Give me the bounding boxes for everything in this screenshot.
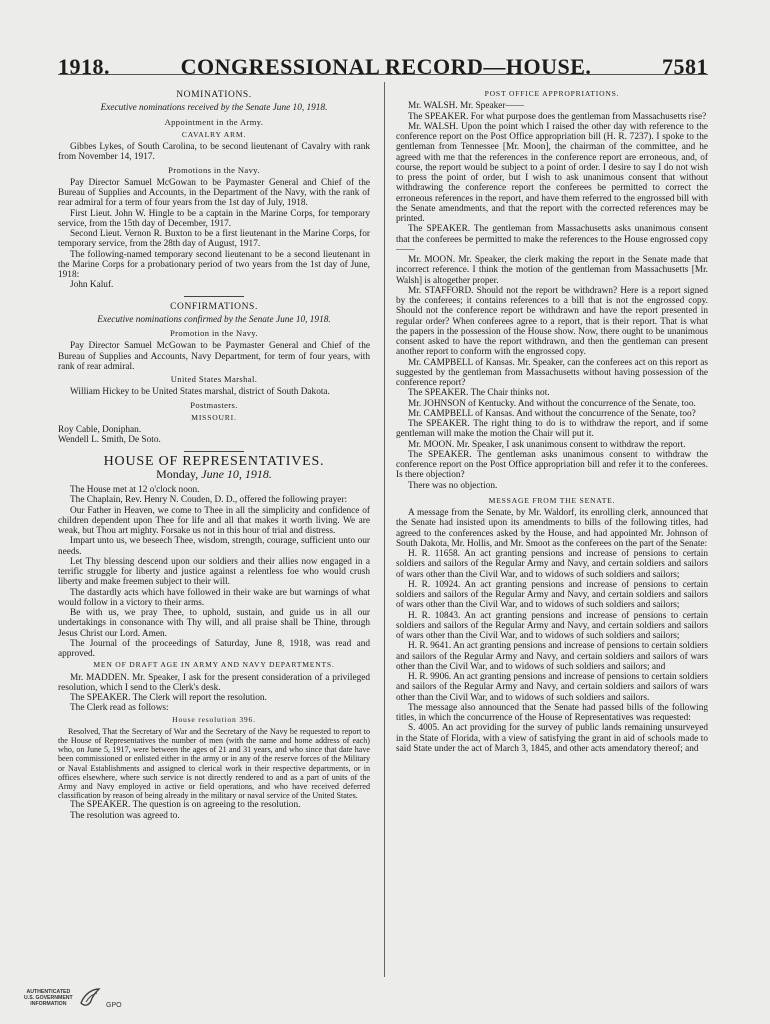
header-page-number: 7581	[662, 54, 708, 79]
section-rule	[184, 296, 244, 297]
debate-paragraph: The SPEAKER. The gentleman asks unanimous consent to withdraw the conference report on the Post Office appropriation bill and refer it to the conferees. Is there objection?	[396, 449, 708, 481]
postmasters-heading: Postmasters.	[190, 399, 238, 410]
paragraph-chaplain: The Chaplain, Rev. Henry N. Couden, D. D., offered the following prayer:	[70, 495, 348, 506]
prayer-paragraph: Be with us, we pray Thee, to uphold, sustain, and guide us in all our undertakings in consonance with Thy will, and all praise shall be Thine, through Jesus Christ our Lord. Amen.	[58, 608, 370, 639]
bill-paragraph: H. R. 9641. An act granting pensions and increase of pensions to certain soldiers and sailors of the Regular Army and Navy, and certain soldiers and sailors of wars other than the Civil War, and to widows of such soldiers and sailors; and	[396, 641, 708, 672]
post-office-heading: POST OFFICE APPROPRIATIONS.	[484, 89, 620, 98]
appointment-army-heading: Appointment in the Army.	[164, 116, 264, 127]
debate-paragraph: Mr. MOON. Mr. Speaker, the clerk making the report in the Senate made that incorrect reference. I think the motion of the gentleman from Massachusetts [Mr. Walsh] is altogether proper.	[396, 255, 708, 286]
paragraph-clerk: The Clerk read as follows:	[70, 703, 169, 714]
paragraph-kaluf: John Kaluf.	[70, 280, 114, 291]
nominations-subheading: Executive nominations received by the Senate June 10, 1918.	[100, 103, 328, 114]
column-divider	[384, 82, 385, 977]
eagle-icon	[77, 985, 103, 1011]
promotion-navy-heading: Promotion in the Navy.	[169, 328, 259, 338]
header-title: CONGRESSIONAL RECORD—HOUSE.	[180, 54, 592, 79]
paragraph-met: The House met at 12 o'clock noon.	[70, 485, 200, 495]
paragraph-speaker-question: The SPEAKER. The question is on agreeing to the resolution.	[70, 800, 301, 811]
debate-paragraph: Mr. MOON. Mr. Speaker, I ask unanimous consent to withdraw the report.	[408, 439, 686, 450]
nominations-heading: NOMINATIONS.	[176, 90, 252, 100]
debate-paragraph: Mr. WALSH. Upon the point which I raised the other day with reference to the conference report on the Post Office appropriation bill (H. R. 7237). I spoke to the gentleman from Tennessee [Mr. Moon], the chairman of the committee, and he agreed with me that the references in the conference report are erroneous, and, of course, the report would be subject to a point of order. I desire to say I do not wish to press the point of order, but I wish to ask unanimous consent that without withdrawing the conference report the conferees be permitted to correct the erroneous references in the report, and have them referred to the engrossed bill with the Senate amendments, and that the report with the corrected references may be printed.	[396, 121, 708, 224]
paragraph-buxton: Second Lieut. Vernon R. Buxton to be a first lieutenant in the Marine Corps, for temporary service, from the 28th day of August, 1917.	[58, 229, 370, 250]
bill-paragraph: H. R. 11658. An act granting pensions and increase of pensions to certain soldiers and sailors of the Regular Army and Navy, and certain soldiers and sailors of wars other than the Civil War, and to widows of such soldiers and sailors;	[396, 549, 708, 580]
left-column	[58, 88, 370, 821]
debate-paragraph: Mr. WALSH. Mr. Speaker——	[408, 101, 525, 112]
header-rule	[58, 74, 708, 75]
section-rule	[184, 451, 244, 452]
right-column	[396, 88, 708, 754]
paragraph-journal: The Journal of the proceedings of Saturday, June 8, 1918, was read and approved.	[58, 638, 370, 659]
cavalry-arm-heading: CAVALRY ARM.	[181, 129, 247, 139]
prayer-paragraph: Our Father in Heaven, we come to Thee in all the simplicity and confidence of children dependent upon Thee for life and all that makes it worth living. We are weak, but Thou art mighty. Forsake us not in this hour of trial and distress.	[58, 505, 370, 536]
seal-line: INFORMATION	[30, 1001, 67, 1007]
paragraph-mcgowan-confirmed: Pay Director Samuel McGowan to be Paymaster General and Chief of the Bureau of Supplies and Accounts, Navy Department, for term of four years, with rank of rear admiral.	[58, 341, 370, 372]
bill-paragraph: H. R. 10843. An act granting pensions and increase of pensions to certain soldiers and sailors of the Regular Army and Navy, and certain soldiers and sailors of wars other than the Civil War, and to widows of such soldiers and sailors;	[396, 610, 708, 641]
debate-paragraph: Mr. JOHNSON of Kentucky. And without the concurrence of the Senate, too.	[408, 398, 696, 409]
debate-paragraph: The SPEAKER. For what purpose does the gentleman from Massachusetts rise?	[408, 111, 707, 122]
bill-paragraph: H. R. 9906. An act granting pensions and increase of pensions to certain soldiers and sailors of the Regular Army and Navy, and certain soldiers and sailors of wars other than the Civil War, and to widows of such soldiers and sailors.	[396, 672, 708, 703]
gpo-authentication-seal	[24, 982, 134, 1014]
draft-age-heading: MEN OF DRAFT AGE IN ARMY AND NAVY DEPARTMENTS.	[93, 660, 335, 670]
bill-paragraph: S. 4005. An act providing for the survey of public lands remaining unsurveyed in the State of Florida, with a view of satisfying the grant in aid of schools made to said State under the act of March 3, 1845, and other acts amendatory thereof; and	[396, 723, 708, 754]
senate-paragraph: The message also announced that the Senate had passed bills of the following titles, in which the concurrence of the House of Representatives was requested:	[396, 702, 708, 723]
debate-paragraph: Mr. STAFFORD. Should not the report be withdrawn? Here is a report signed by the conferees; it contains references to a bill that is not the engrossed copy. Should not the conference report be withdrawn and have the report presented in regular order? When conferees agree to a report, that is their report. That is what the papers in the possession of the House show. Now, there ought to be unanimous consent asked to have the report withdrawn, and then the gentleman can present another report to conform with the engrossed copy.	[396, 285, 708, 358]
missouri-heading: MISSOURI.	[191, 412, 237, 422]
confirmations-heading: CONFIRMATIONS.	[170, 301, 258, 312]
seal-text	[24, 989, 73, 1007]
paragraph-agreed: The resolution was agreed to.	[70, 810, 180, 821]
paragraph-smith: Wendell L. Smith, De Soto.	[58, 435, 161, 446]
paragraph-madden: Mr. MADDEN. Mr. Speaker, I ask for the present consideration of a privileged resolution, which I send to the Clerk's desk.	[58, 672, 370, 693]
debate-paragraph: The SPEAKER. The right thing to do is to withdraw the report, and if some gentleman will make the motion the Chair will put it.	[396, 419, 708, 440]
debate-paragraph: The SPEAKER. The Chair thinks not.	[408, 388, 550, 399]
seal-line: AUTHENTICATED	[26, 989, 71, 995]
paragraph-hickey: William Hickey to be United States marshal, district of South Dakota.	[70, 387, 330, 398]
paragraph-hingle: First Lieut. John W. Hingle to be a captain in the Marine Corps, for temporary service, from the 15th day of December, 1917.	[58, 208, 370, 229]
session-date	[58, 466, 370, 481]
session-day: Monday,	[156, 466, 199, 481]
seal-line: U.S. GOVERNMENT	[24, 995, 73, 1001]
resolution-text: Resolved, That the Secretary of War and the Secretary of the Navy be requested to report to the House of Representatives the number of men (with the name and home address of each) who, on June 5, 1917, were between the ages of 21 and 31 years, and who since that date have been commissioned or enlisted either in the army or in any of the reserve forces of the Military or Naval Establishments and assigned to clerical work in their respective departments, or in offices elsewhere, where such service is not directly rendered to and as a part of units of the Army and Navy employed in active or field operations, and who have received deferred classification by reason of being already in the military or naval service of the United States.	[58, 726, 370, 801]
house-title: HOUSE OF REPRESENTATIVES.	[103, 453, 325, 469]
prayer-paragraph: Impart unto us, we beseech Thee, wisdom, strength, courage, sufficient unto our needs.	[58, 536, 370, 557]
confirmations-subheading: Executive nominations confirmed by the Senate June 10, 1918.	[97, 314, 331, 325]
debate-paragraph: There was no objection.	[408, 480, 498, 491]
senate-message-heading: MESSAGE FROM THE SENATE.	[488, 495, 616, 505]
paragraph-following: The following-named temporary second lieutenant to be a second lieutenant in the Marine Corps for a probationary period of two years from the 1st day of June, 1918:	[58, 249, 370, 280]
promotions-navy-heading: Promotions in the Navy.	[168, 164, 260, 175]
debate-paragraph: Mr. CAMPBELL of Kansas. Mr. Speaker, can the conferees act on this report as suggested by the gentleman from Massachusetts without having possession of the conference report?	[396, 357, 708, 388]
paragraph-mcgowan: Pay Director Samuel McGowan to be Paymaster General and Chief of the Bureau of Supplies and Accounts, in the Department of the Navy, with the rank of rear admiral for a term of four years from the 1st day of July, 1918.	[58, 177, 370, 209]
house-resolution-heading: House resolution 396.	[172, 714, 256, 724]
header-year: 1918.	[58, 54, 110, 79]
debate-paragraph: The SPEAKER. The gentleman from Massachusetts asks unanimous consent that the conferees be permitted to make the references to the House engrossed copy——	[396, 224, 708, 255]
us-marshal-heading: United States Marshal.	[170, 374, 258, 384]
senate-paragraph: A message from the Senate, by Mr. Waldorf, its enrolling clerk, announced that the Senate had insisted upon its amendments to bills of the following titles, had agreed to the conferences asked by the House, and had appointed Mr. Johnson of South Dakota, Mr. Hollis, and Mr. Smoot as the conferees on the part of the Senate:	[396, 508, 708, 549]
paragraph-speaker: The SPEAKER. The Clerk will report the resolution.	[70, 693, 267, 703]
paragraph-lykes: Gibbes Lykes, of South Carolina, to be second lieutenant of Cavalry with rank from November 14, 1917.	[58, 142, 370, 163]
prayer-paragraph: The dastardly acts which have followed in their wake are but warnings of what would follow in a victory to their arms.	[58, 587, 370, 608]
gpo-logo: GPO	[106, 1002, 122, 1009]
session-date-rest: June 10, 1918.	[201, 466, 272, 481]
bill-paragraph: H. R. 10924. An act granting pensions and increase of pensions to certain soldiers and sailors of the Regular Army and Navy, and certain soldiers and sailors of wars other than the Civil War, and to widows of such soldiers and sailors;	[396, 579, 708, 611]
prayer-paragraph: Let Thy blessing descend upon our soldiers and their allies now engaged in a terrific struggle for liberty and justice against a relentless foe who would crush liberty and make freemen subject to their will.	[58, 556, 370, 588]
debate-paragraph: Mr. CAMPBELL of Kansas. And without the concurrence of the Senate, too?	[408, 408, 696, 419]
paragraph-cable: Roy Cable, Doniphan.	[58, 425, 142, 435]
